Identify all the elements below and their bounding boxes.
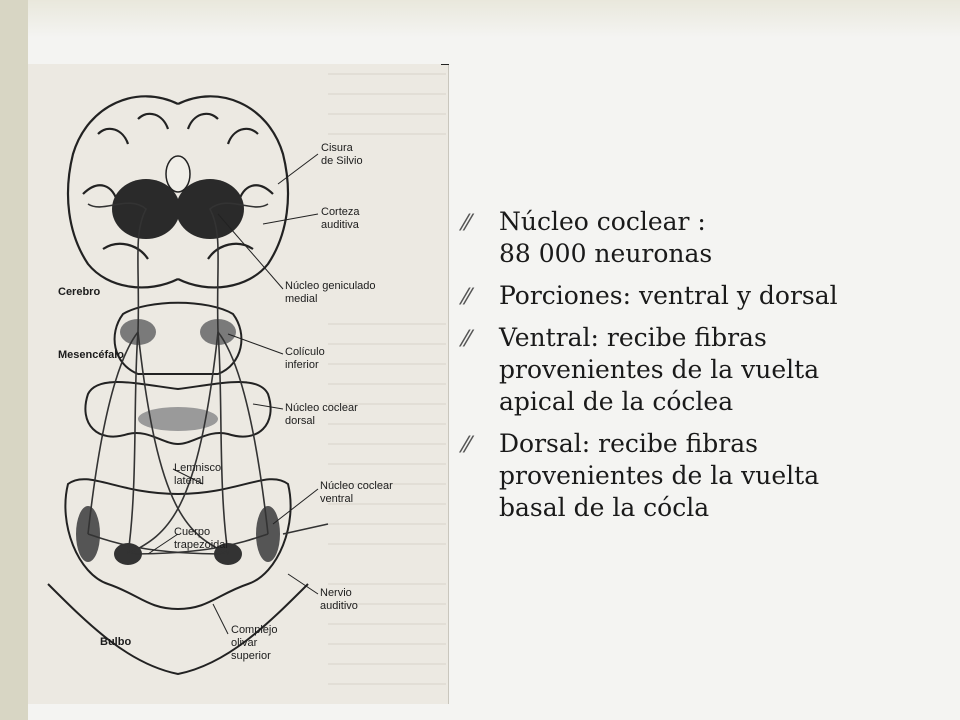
label-nervio-auditivo: Nervio auditivo — [320, 587, 358, 612]
auditory-pathway-figure — [28, 64, 449, 704]
slide-top-band — [0, 0, 960, 38]
auditory-pathway-drawing — [28, 64, 448, 704]
bullet-text: Porciones: ventral y dorsal — [499, 281, 838, 310]
bullet-item — [463, 322, 943, 418]
label-mesencefalo: Mesencéfalo — [58, 349, 125, 361]
bullet-item — [463, 280, 943, 312]
bullet-icon: ⁄⁄ — [463, 285, 471, 310]
label-nucleo-geniculado: Núcleo geniculado medial — [285, 280, 376, 305]
label-cuerpo-trapezoidal: Cuerpo trapezoidal — [174, 526, 228, 551]
label-complejo-olivar: Complejo olivar superior — [231, 624, 278, 662]
label-lemnisco-lateral: Lemnisco lateral — [174, 462, 222, 487]
bullet-icon: ⁄⁄ — [463, 211, 471, 236]
label-bulbo: Bulbo — [100, 636, 132, 648]
bullet-list — [463, 206, 943, 534]
bullet-text: Núcleo coclear : 88 000 neuronas — [499, 207, 713, 268]
bullet-item — [463, 428, 943, 524]
bullet-text: Dorsal: recibe fibras provenientes de la vuelta basal de la cócla — [499, 429, 820, 522]
bullet-icon: ⁄⁄ — [463, 433, 471, 458]
label-corteza-auditiva: Corteza auditiva — [321, 206, 360, 231]
slide-left-band — [0, 0, 28, 720]
label-cisura-silvio: Cisura de Silvio — [321, 142, 363, 167]
label-cerebro: Cerebro — [58, 286, 101, 298]
figure-corner-mark — [441, 64, 449, 65]
label-nucleo-coclear-dorsal: Núcleo coclear dorsal — [285, 402, 358, 427]
bullet-text: Ventral: recibe fibras provenientes de la vuelta apical de la cóclea — [499, 323, 820, 416]
label-coliculo-inferior: Colículo inferior — [285, 346, 325, 371]
bullet-item — [463, 206, 943, 270]
bullet-icon: ⁄⁄ — [463, 327, 471, 352]
label-nucleo-coclear-ventral: Núcleo coclear ventral — [320, 480, 393, 505]
